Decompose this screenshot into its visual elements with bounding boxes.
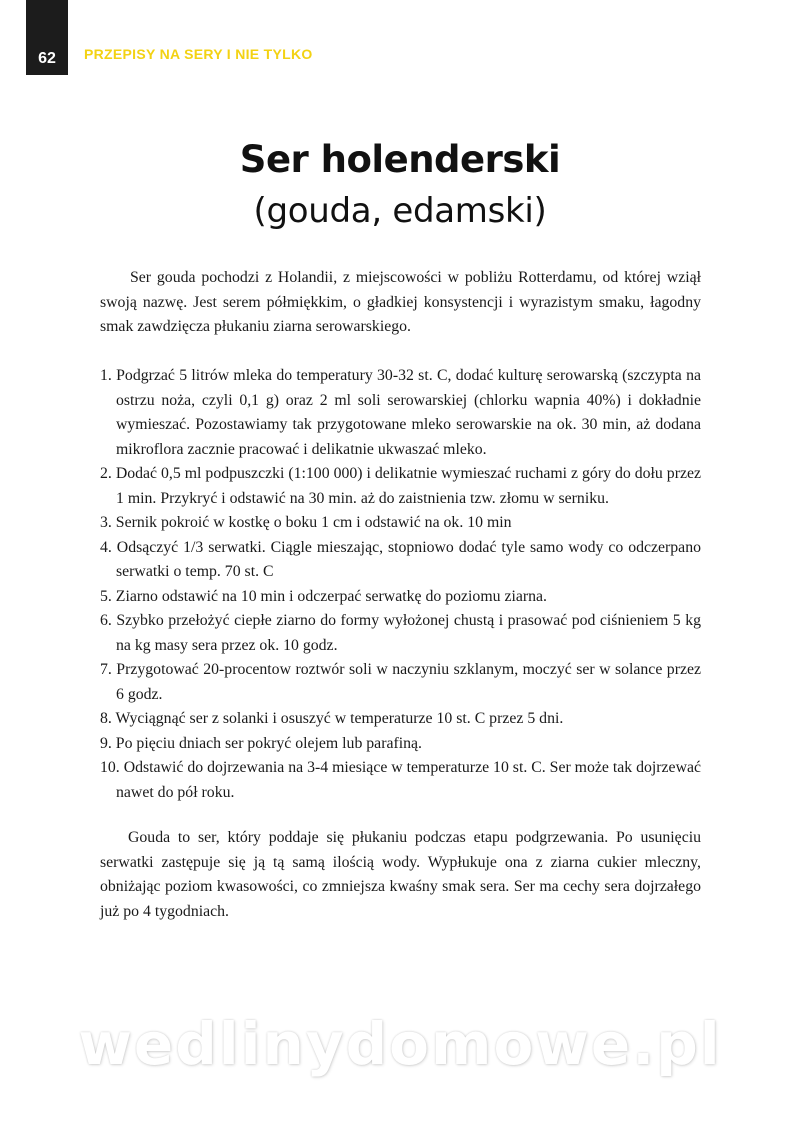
running-header: PRZEPISY NA SERY I NIE TYLKO xyxy=(84,46,313,62)
recipe-step: 3. Sernik pokroić w kostkę o boku 1 cm i odstawić na ok. 10 min xyxy=(100,514,512,531)
recipe-step: 4. Odsączyć 1/3 serwatki. Ciągle mieszając, stopniowo dodać tyle samo wody co odczerpano serwatki o temp. 70 st. C xyxy=(100,538,701,580)
recipe-step: 9. Po pięciu dniach ser pokryć olejem lub parafiną. xyxy=(100,734,422,752)
page-number: 62 xyxy=(38,50,56,67)
recipe-step: 7. Przygotować 20-procentow roztwór soli w naczyniu szklanym, moczyć ser w solance przez 6 godz. xyxy=(100,661,701,703)
recipe-steps xyxy=(100,364,701,805)
recipe-step: 2. Dodać 0,5 ml podpuszczki (1:100 000) i delikatnie wymieszać ruchami z góry do dołu przez 1 min. Przykryć i odstawić na 30 min. aż do zaistnienia tzw. złomu w serniku. xyxy=(100,465,701,507)
page-number-tab xyxy=(26,0,68,75)
page-title: Ser holenderski xyxy=(239,138,561,181)
recipe-step: 5. Ziarno odstawić na 10 min i odczerpać serwatkę do poziomu ziarna. xyxy=(100,587,547,605)
page-subtitle: (gouda, edamski) xyxy=(253,191,547,231)
recipe-step: 8. Wyciągnąć ser z solanki i osuszyć w temperaturze 10 st. C przez 5 dni. xyxy=(100,710,564,727)
recipe-step: 6. Szybko przełożyć ciepłe ziarno do formy wyłożonej chustą i prasować pod ciśnieniem 5 kg na kg masy sera przez ok. 10 godz. xyxy=(100,612,701,654)
watermark: wedlinydomowe.pl xyxy=(78,1010,722,1078)
recipe-step: 10. Odstawić do dojrzewania na 3-4 miesiące w temperaturze 10 st. C. Ser może tak dojrzewać nawet do pół roku. xyxy=(100,759,701,801)
intro-paragraph: Ser gouda pochodzi z Holandii, z miejscowości w pobliżu Rotterdamu, od której wziął swoją nazwę. Jest serem półmiękkim, o gładkiej konsystencji i wyrazistym smaku, łagodny smak zawdzięcza płukaniu ziarna serowarskiego. xyxy=(100,269,701,335)
recipe-step: 1. Podgrzać 5 litrów mleka do temperatury 30-32 st. C, dodać kulturę serowarską (szczypta na ostrzu noża, czyli 0,1 g) oraz 2 ml soli serowarskiej (chlorku wapnia 40%) i dokładnie wymieszać. Pozostawiamy tak przygotowane mleko serowarskie na ok. 30 min, aż dodana mikroflora zacznie pracować i delikatnie ukwaszać mleko. xyxy=(100,367,701,458)
closing-paragraph: Gouda to ser, który poddaje się płukaniu podczas etapu podgrzewania. Po usunięciu serwatki zastępuje się ją tą samą ilością wody. Wypłukuje ona z ziarna cukier mleczny, obniżając poziom kwasowości, co zmniejsza kwaśny smak sera. Ser ma cechy sera dojrzałego już po 4 tygodniach. xyxy=(100,829,701,920)
